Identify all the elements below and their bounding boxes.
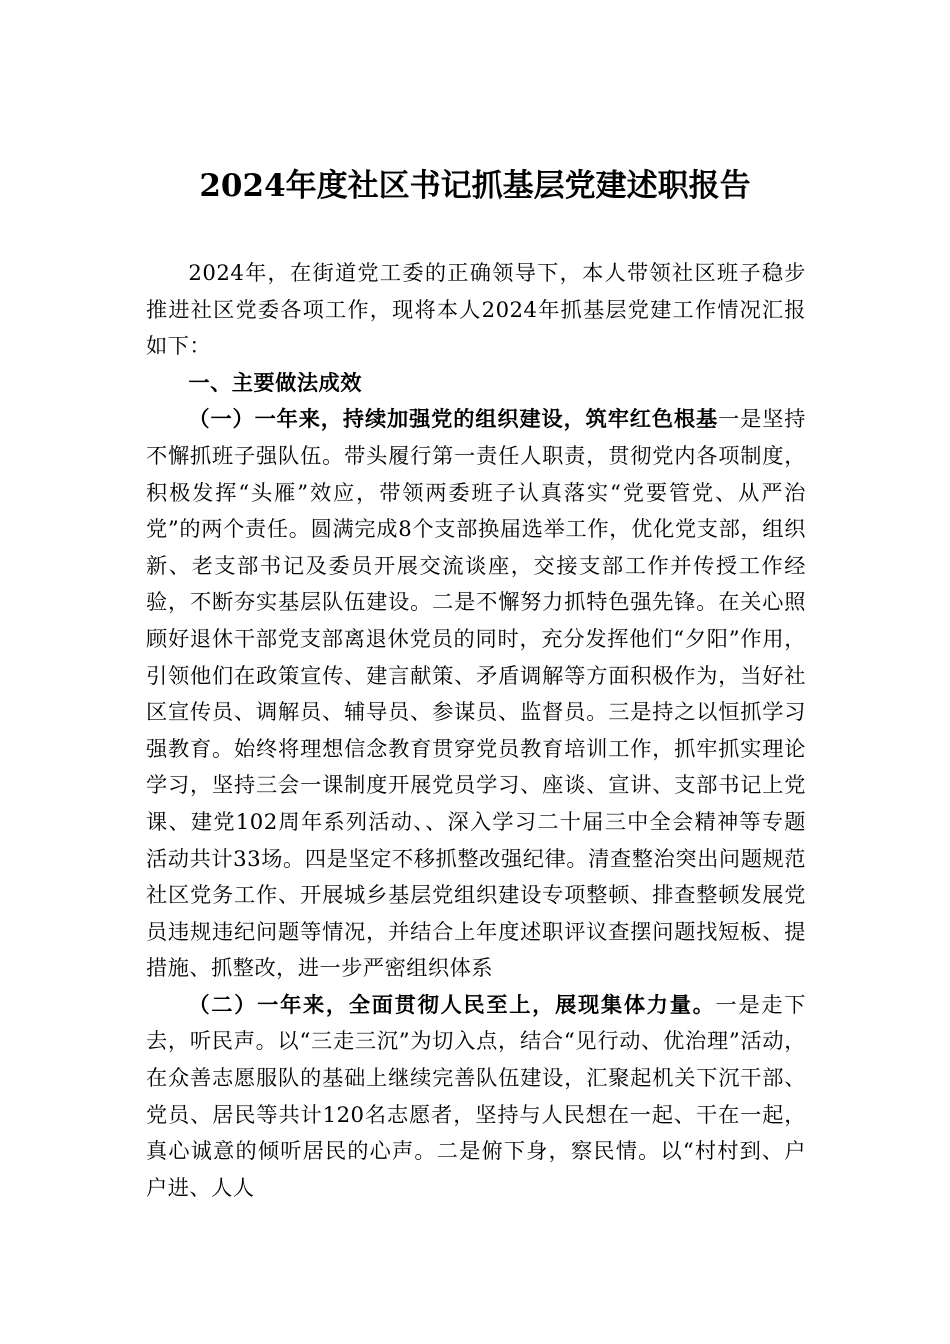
subsection-2-heading: （二）一年来，全面贯彻人民至上，展现集体力量。 (188, 991, 716, 1017)
intro-paragraph: 2024年，在街道党工委的正确领导下，本人带领社区班子稳步推进社区党委各项工作，现将本人2024年抓基层党建工作情况汇报如下： (146, 260, 806, 359)
subsection-2-body: 一是走下去，听民声。以“三走三沉”为切入点，结合“见行动、优治理”活动，在众善志愿服队的基础上继续完善队伍建设，汇聚起机关下沉干部、党员、居民等共计120名志愿者，坚持与人民想在一起、干在一起，真心诚意的倾听居民的心声。二是俯下身，察民情。以“村村到、户户进、人人 (146, 991, 806, 1200)
document-title: 2024年度社区书记抓基层党建述职报告 (199, 168, 751, 204)
subsection-1-paragraph (146, 401, 806, 987)
section-heading: 一、主要做法成效 (188, 369, 362, 395)
subsection-2-paragraph (146, 987, 806, 1207)
subsection-1-heading: （一）一年来，持续加强党的组织建设，筑牢红色根基 (188, 406, 719, 432)
document-body (146, 255, 806, 1206)
subsection-1-body: 一是坚持不懈抓班子强队伍。带头履行第一责任人职责，贯彻党内各项制度，积极发挥“头雁”效应，带领两委班子认真落实“党要管党、从严治党”的两个责任。圆满完成8个支部换届选举工作，优化党支部，组织新、老支部书记及委员开展交流谈座，交接支部工作并传授工作经验，不断夯实基层队伍建设。二是不懈努力抓特色强先锋。在关心照顾好退休干部党支部离退休党员的同时，充分发挥他们“夕阳”作用，引领他们在政策宣传、建言献策、矛盾调解等方面积极作为，当好社区宣传员、调解员、辅导员、参谋员、监督员。三是持之以恒抓学习强教育。始终将理想信念教育贯穿党员教育培训工作，抓牢抓实理论学习，坚持三会一课制度开展党员学习、座谈、宣讲、支部书记上党课、建党102周年系列活动、、深入学习二十届三中全会精神等专题活动共计33场。四是坚定不移抓整改强纪律。清查整治突出问题规范社区党务工作、开展城乡基层党组织建设专项整顿、排查整顿发展党员违规违纪问题等情况，并结合上年度述职评议查摆问题找短板、提措施、抓整改，进一步严密组织体系 (146, 406, 806, 981)
